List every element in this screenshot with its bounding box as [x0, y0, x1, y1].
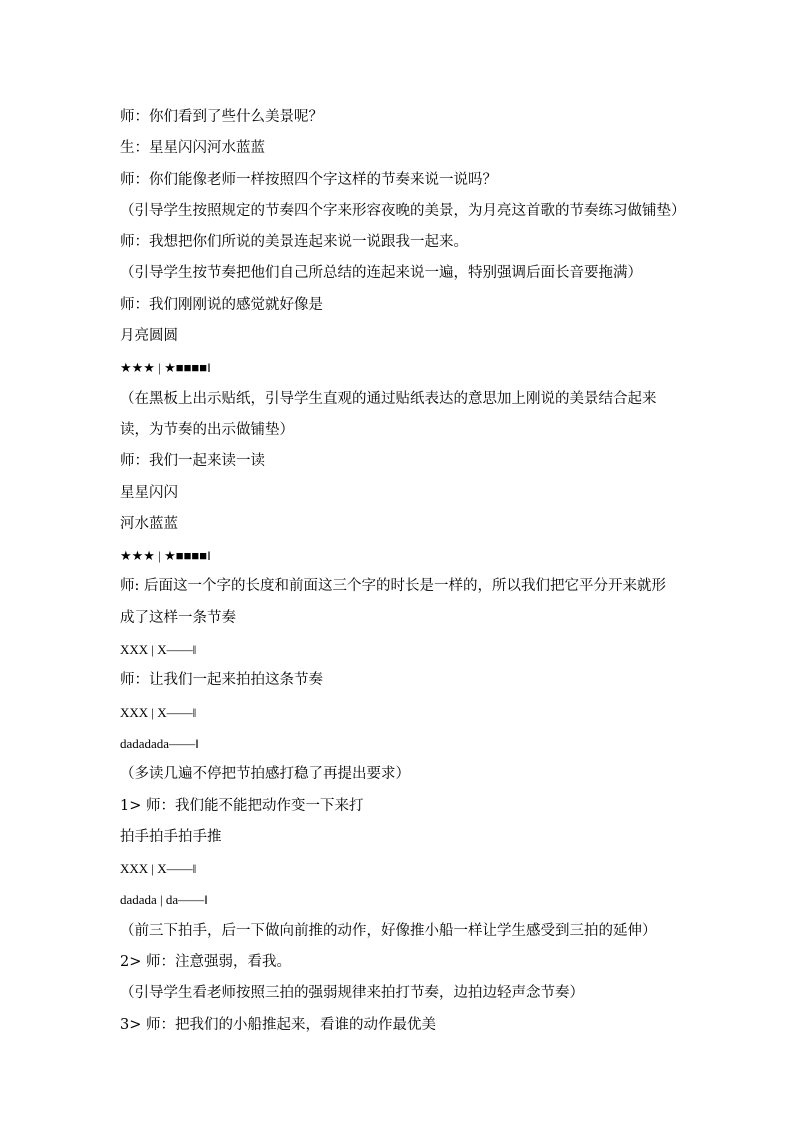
text-paragraph: 师: 后面这一个字的长度和前面这三个字的时长是一样的，所以我们把它平分开来就形成了这样一条节奏: [120, 578, 666, 626]
text-line: 生：星星闪闪河水蓝蓝: [120, 140, 265, 157]
text-line: 1> 师：我们能不能把动作变一下来打: [120, 797, 364, 814]
text-paragraph: （在黑板上出示贴纸，引导学生直观的通过贴纸表达的意思加上刚说的美景结合起来读，为节奏的出示做铺垫）: [120, 390, 657, 438]
text-line: （前三下拍手，后一下做向前推的动作，好像推小船一样让学生感受到三拍的延伸）: [120, 922, 657, 939]
rhythm-notation: ★★★ | ★■■■■‖: [120, 548, 211, 564]
rhythm-notation: XXX | X——‖: [120, 642, 197, 658]
rhythm-notation: XXX | X——‖: [120, 704, 197, 720]
rhythm-syllables: dadadada——‖: [120, 735, 199, 751]
text-line: 3> 师：把我们的小船推起来，看谁的动作最优美: [120, 1016, 436, 1033]
text-line: 河水蓝蓝: [120, 515, 178, 532]
rhythm-syllables: dadada | da——‖: [120, 892, 208, 908]
text-line: （多读几遍不停把节拍感打稳了再提出要求）: [120, 766, 410, 783]
document-body: [120, 102, 686, 1041]
text-line: 2> 师：注意强弱，看我。: [120, 954, 291, 971]
text-line: 月亮圆圆: [120, 328, 178, 345]
text-line: 师：我想把你们所说的美景连起来说一说跟我一起来。: [120, 234, 468, 251]
text-line: 师：你们看到了些什么美景呢？: [120, 109, 323, 125]
text-line: 拍手拍手拍手推: [120, 828, 222, 845]
text-line: 星星闪闪: [120, 484, 178, 501]
text-line: 师：让我们一起来拍拍这条节奏: [120, 672, 323, 689]
text-line: （引导学生看老师按照三拍的强弱规律来拍打节奏，边拍边轻声念节奏）: [120, 985, 584, 1002]
rhythm-notation: ★★★ | ★■■■■‖: [120, 360, 211, 376]
text-line: （引导学生按照规定的节奏四个字来形容夜晚的美景，为月亮这首歌的节奏练习做铺垫）: [120, 202, 686, 219]
text-line: 师：我们刚刚说的感觉就好像是: [120, 296, 323, 313]
text-line: 师：你们能像老师一样按照四个字这样的节奏来说一说吗？: [120, 171, 497, 188]
text-line: （引导学生按节奏把他们自己所总结的连起来说一遍，特别强调后面长音要拖满）: [120, 265, 642, 282]
text-line: 师：我们一起来读一读: [120, 453, 265, 470]
rhythm-notation: XXX | X——‖: [120, 861, 197, 877]
